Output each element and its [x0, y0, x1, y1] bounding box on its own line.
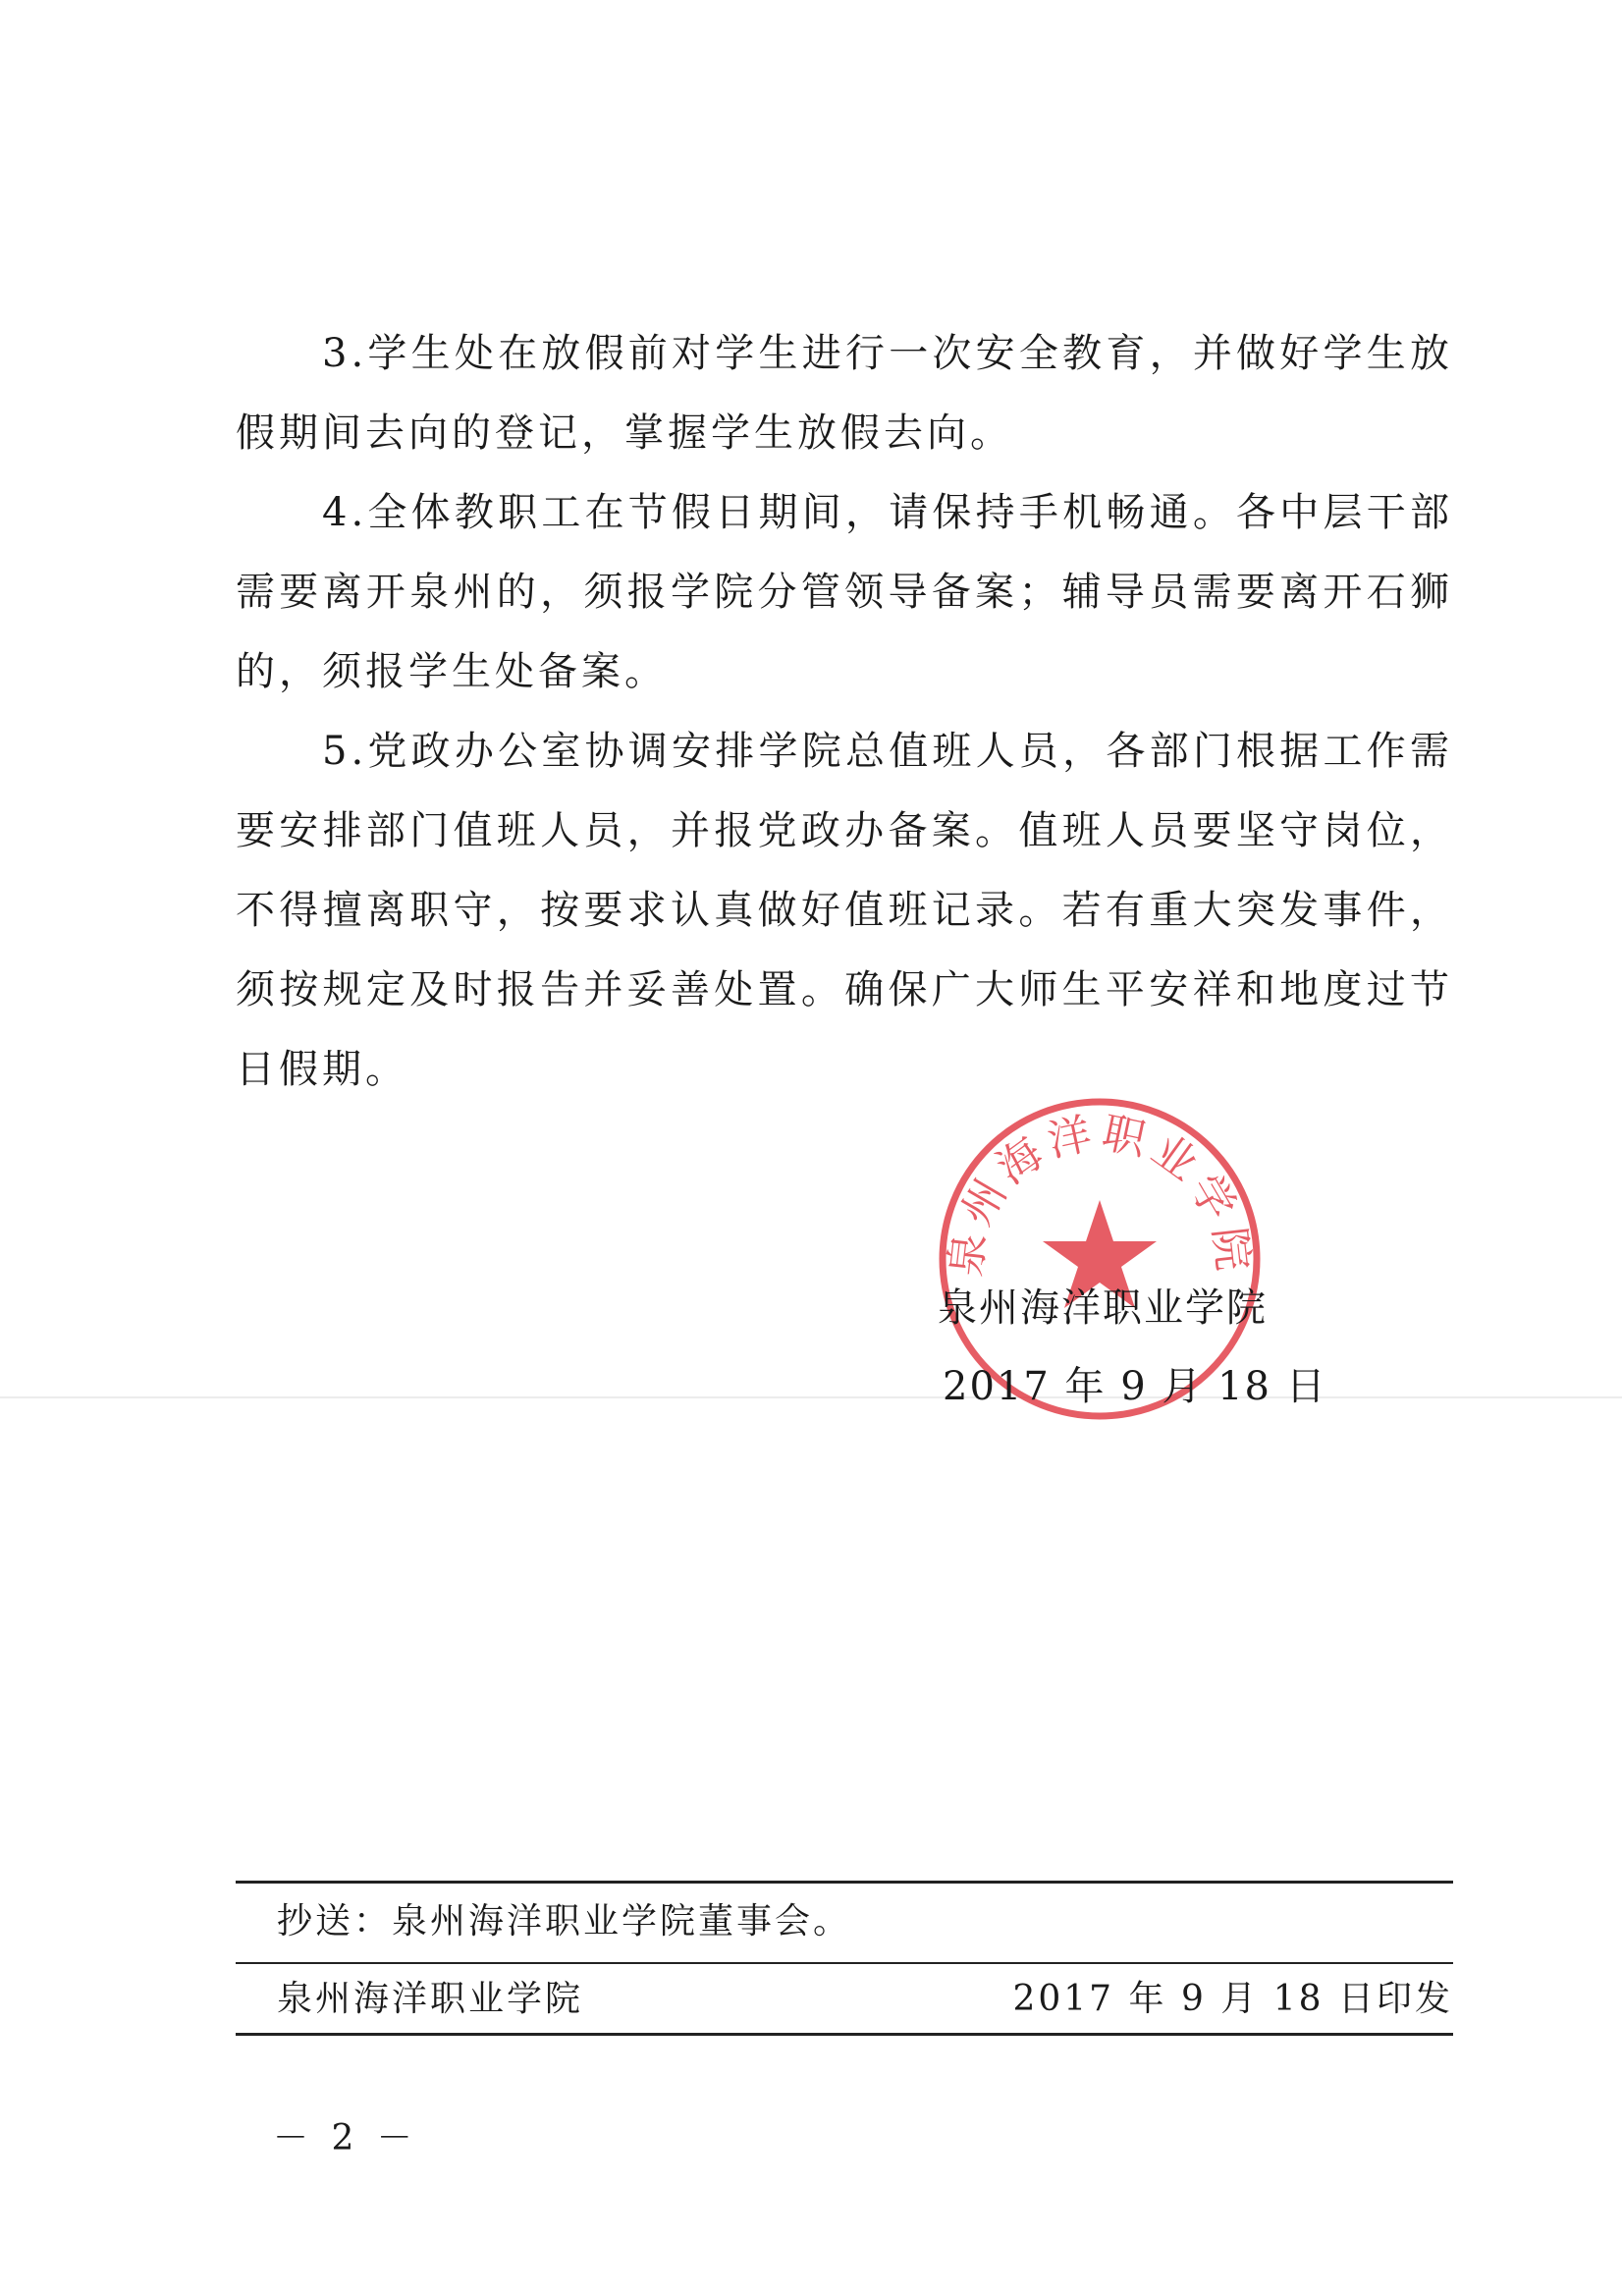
issue-date: 2017 年 9 月 18 日印发 — [1012, 1979, 1453, 2019]
footer-middle-rule — [236, 1962, 1453, 1964]
paragraph-5: 5.党政办公室协调安排学院总值班人员，各部门根据工作需要安排部门值班人员，并报党政办备案。值班人员要坚守岗位，不得擅离职守，按要求认真做好值班记录。若有重大突发事件，须按规定及时报告并妥善处置。确保广大师生平安祥和地度过节日假期。 — [236, 729, 1453, 1092]
signature-organization: 泉州海洋职业学院 — [938, 1285, 1268, 1331]
footer-bottom-rule — [236, 2033, 1453, 2036]
seal-text: 泉州海洋职业学院 — [941, 1107, 1259, 1280]
page-number: － 2 － — [273, 2118, 418, 2159]
paragraph-4: 4.全体教职工在节假日期间，请保持手机畅通。各中层干部需要离开泉州的，须报学院分管领导备案；辅导员需要离开石狮的，须报学生处备案。 — [236, 490, 1453, 694]
cc-line: 抄送：泉州海洋职业学院董事会。 — [277, 1901, 852, 1941]
scan-fold-line — [0, 1396, 1622, 1398]
issuer-name: 泉州海洋职业学院 — [277, 1979, 584, 2019]
signature-date: 2017 年 9 月 18 日 — [943, 1364, 1327, 1409]
document-body — [236, 314, 1453, 1110]
paragraph-3: 3.学生处在放假前对学生进行一次安全教育，并做好学生放假期间去向的登记，掌握学生放假去向。 — [236, 331, 1453, 456]
footer-top-rule — [236, 1881, 1453, 1884]
